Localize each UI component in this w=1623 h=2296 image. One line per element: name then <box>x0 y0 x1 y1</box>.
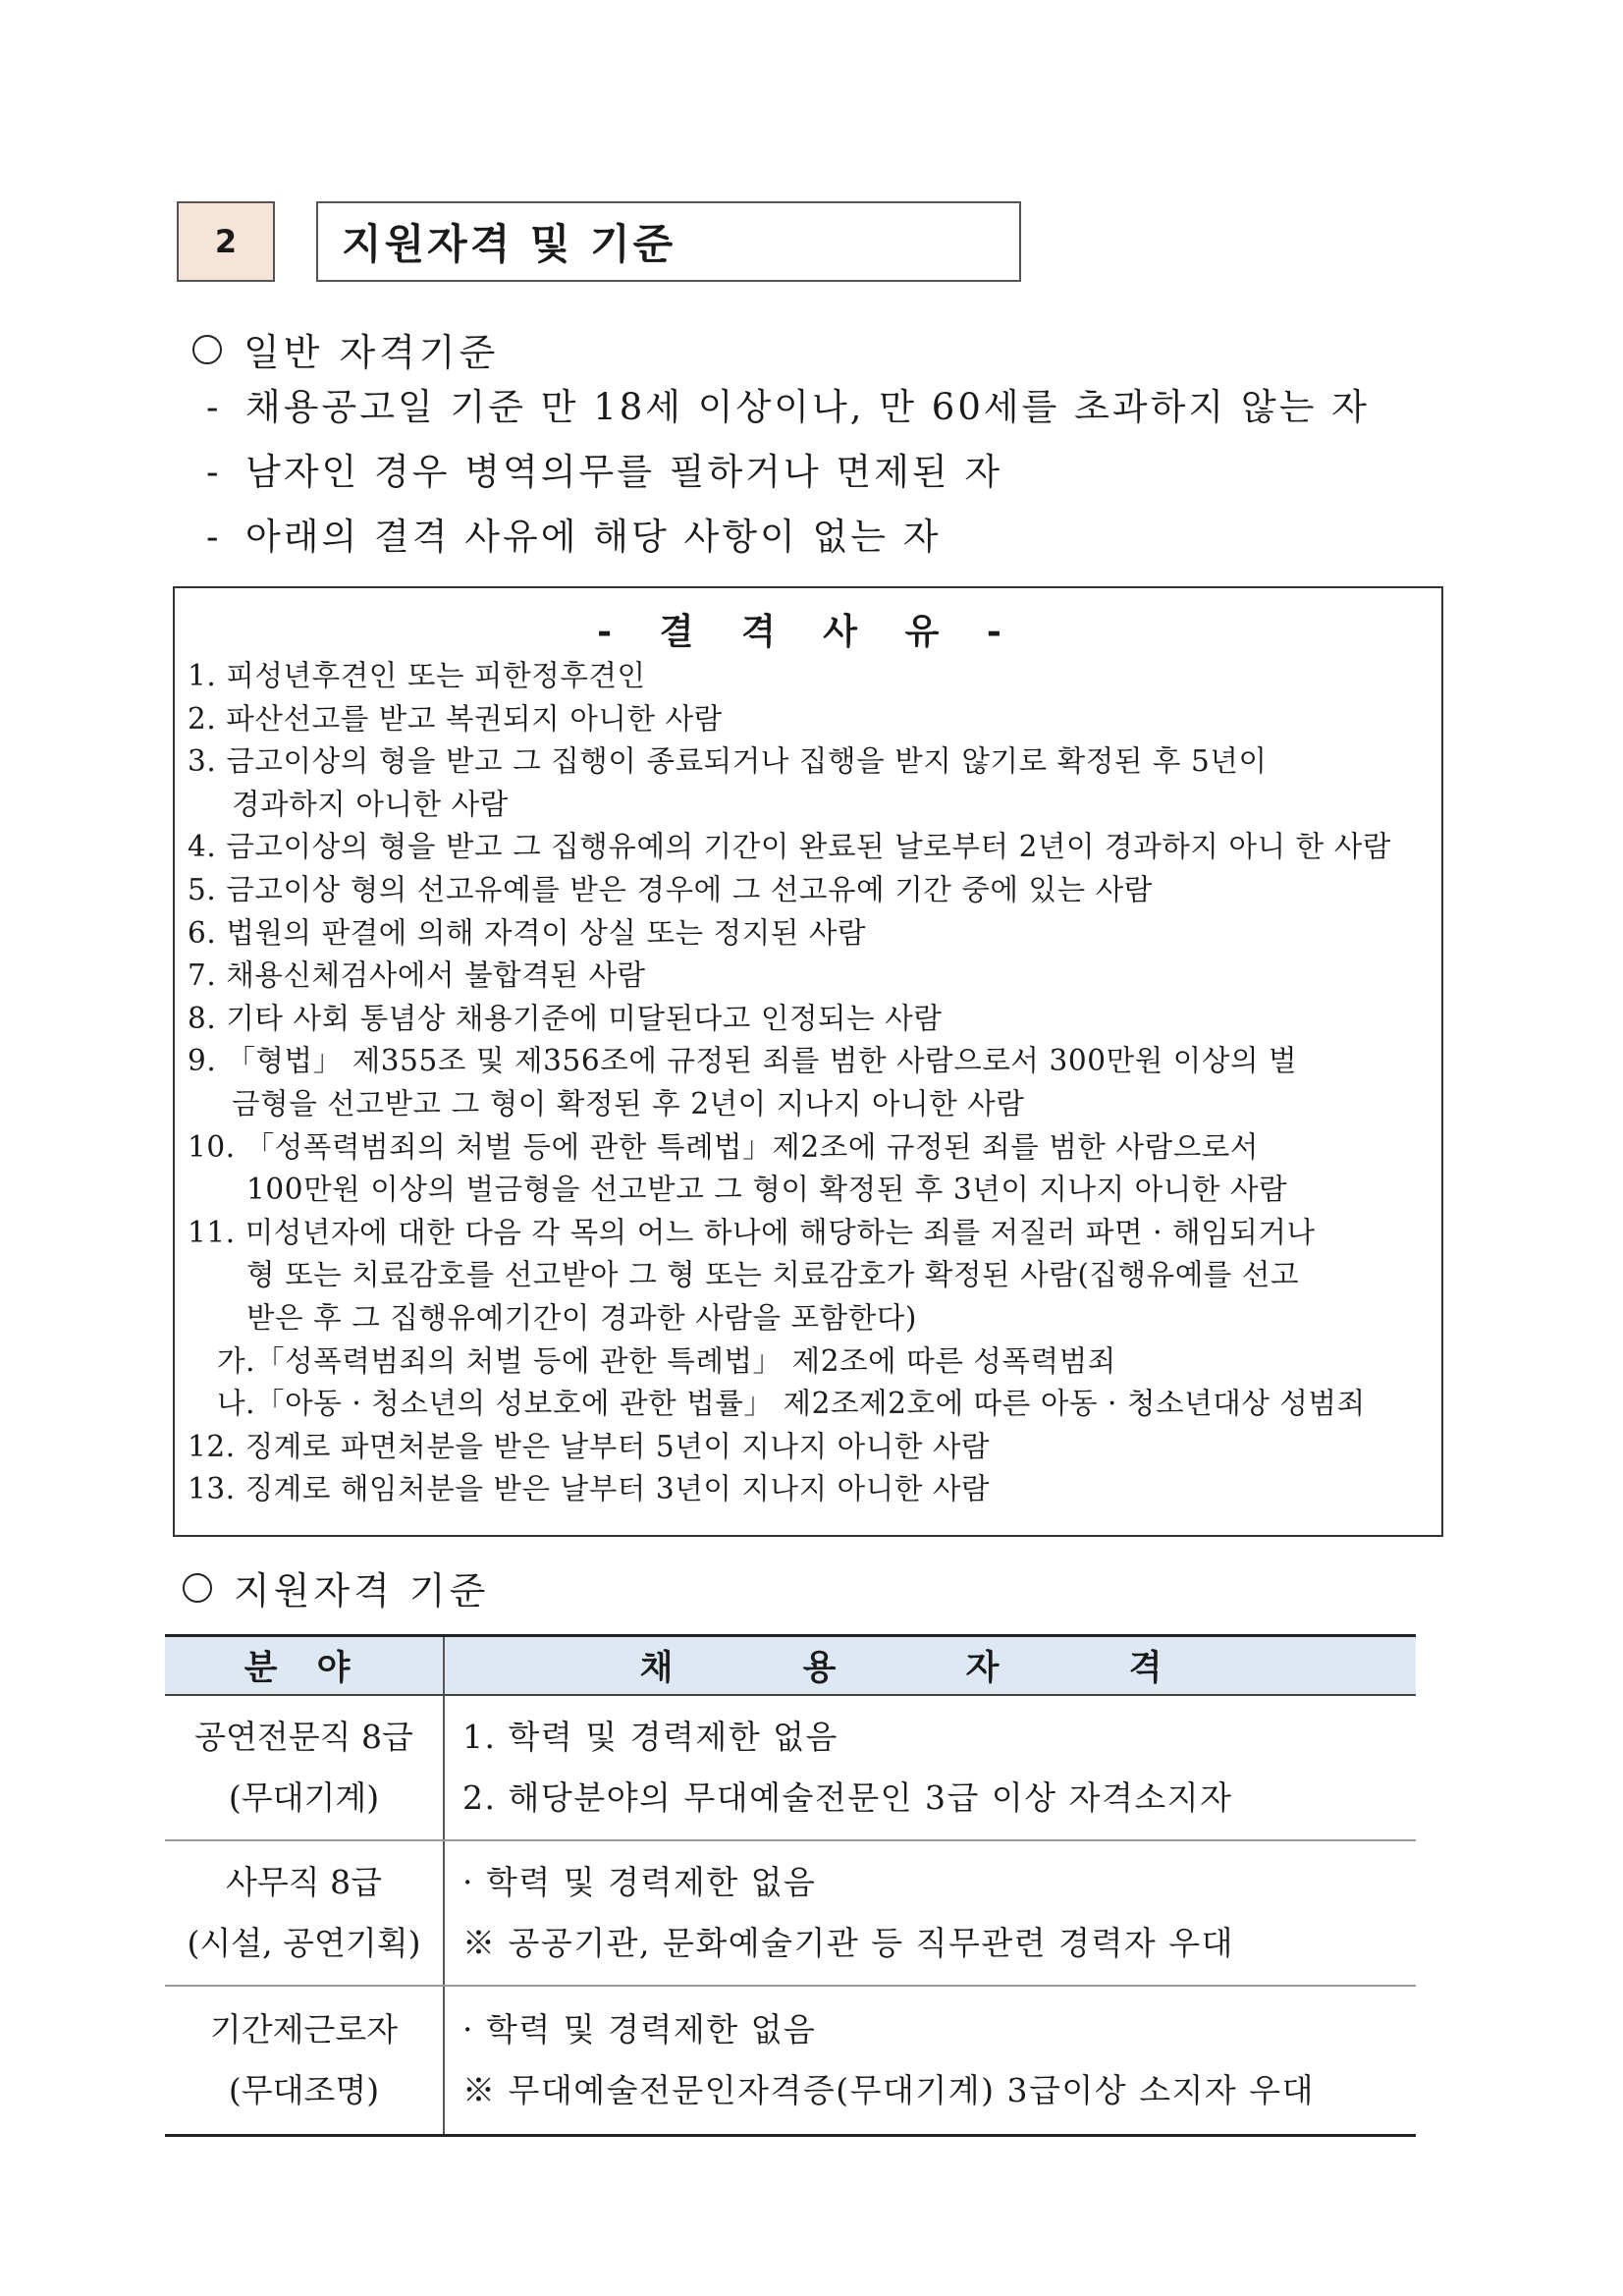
section-number: 2 <box>177 201 275 282</box>
table-row <box>165 1840 1416 1986</box>
disqualification-item: 10. 「성폭력범죄의 처벌 등에 관한 특례법」제2조에 규정된 죄를 범한 사람으로서 <box>188 1129 1259 1164</box>
disqualification-subitem: 나.「아동 · 청소년의 성보호에 관한 법률」 제2조제2호에 따른 아동 · 청소년대상 성범죄 <box>217 1387 1366 1421</box>
general-bullet: - 아래의 결격 사유에 해당 사항이 없는 자 <box>206 516 942 558</box>
disqualification-item-cont: 100만원 이상의 벌금형을 선고받고 그 형이 확정된 후 3년이 지나지 아니한 사람 <box>246 1173 1288 1207</box>
disqualification-item-cont: 경과하지 아니한 사람 <box>232 787 509 821</box>
disqualification-item: 5. 금고이상 형의 선고유예를 받은 경우에 그 선고유예 기간 중에 있는 사람 <box>188 872 1153 906</box>
qualifications-heading <box>183 1560 489 1614</box>
table-row <box>165 1986 1416 2136</box>
general-bullets <box>206 378 1370 573</box>
field-cell: 사무직 8급 (시설, 공연기획) <box>165 1840 444 1986</box>
table-row <box>165 1695 1416 1840</box>
disqualification-item-cont: 금형을 선고받고 그 형이 확정된 후 2년이 지나지 아니한 사람 <box>232 1086 1025 1121</box>
general-bullet: - 채용공고일 기준 만 18세 이상이나, 만 60세를 초과하지 않는 자 <box>206 386 1370 428</box>
requirement-cell: 1. 학력 및 경력제한 없음 2. 해당분야의 무대예술전문인 3급 이상 자격소지자 <box>444 1695 1416 1840</box>
disqualification-item: 1. 피성년후견인 또는 피한정후견인 <box>188 659 646 692</box>
disqualification-item: 8. 기타 사회 통념상 채용기준에 미달된다고 인정되는 사람 <box>188 1001 943 1035</box>
field-cell: 공연전문직 8급 (무대기계) <box>165 1695 444 1840</box>
circle-bullet-icon <box>183 1573 212 1603</box>
requirement-column-header: 채 용 자 격 <box>444 1636 1416 1696</box>
disqualification-item: 4. 금고이상의 형을 받고 그 집행유예의 기간이 완료된 날로부터 2년이 경과하지 아니 한 사람 <box>188 830 1391 864</box>
disqualification-item: 12. 징계로 파면처분을 받은 날부터 5년이 지나지 아니한 사람 <box>188 1429 991 1463</box>
disqualification-title: - 결 격 사 유 - <box>597 611 1019 652</box>
disqualification-subitem: 가.「성폭력범죄의 처벌 등에 관한 특례법」 제2조에 따른 성폭력범죄 <box>217 1343 1116 1378</box>
requirement-cell: · 학력 및 경력제한 없음 ※ 무대예술전문인자격증(무대기계) 3급이상 소지자 우대 <box>444 1986 1416 2136</box>
disqualification-item: 13. 징계로 해임처분을 받은 날부터 3년이 지나지 아니한 사람 <box>188 1472 991 1506</box>
disqualification-item: 11. 미성년자에 대한 다음 각 목의 어느 하나에 해당하는 죄를 저질러 파면 · 해임되거나 <box>188 1215 1316 1249</box>
table-header-row <box>165 1636 1416 1696</box>
general-bullet: - 남자인 경우 병역의무를 필하거나 면제된 자 <box>206 451 1003 493</box>
disqualification-item-cont: 받은 후 그 집행유예기간이 경과한 사람을 포함한다) <box>246 1300 918 1335</box>
disqualification-item: 7. 채용신체검사에서 불합격된 사람 <box>188 958 646 993</box>
disqualification-list <box>188 655 1432 1511</box>
disqualification-item: 3. 금고이상의 형을 받고 그 집행이 종료되거나 집행을 받지 않기로 확정된 후 5년이 <box>188 744 1268 779</box>
disqualification-item: 9. 「형법」 제355조 및 제356조에 규정된 죄를 범한 사람으로서 300만원 이상의 벌 <box>188 1044 1298 1078</box>
section-title: 지원자격 및 기준 <box>316 201 1021 282</box>
general-heading-text: 일반 자격기준 <box>243 331 500 374</box>
disqualification-item: 2. 파산선고를 받고 복권되지 아니한 사람 <box>188 701 723 736</box>
disqualification-item: 6. 법원의 판결에 의해 자격이 상실 또는 정지된 사람 <box>188 915 867 950</box>
qualifications-heading-text: 지원자격 기준 <box>234 1569 490 1613</box>
general-heading <box>192 322 499 376</box>
qualifications-table <box>165 1634 1416 2137</box>
disqualification-box <box>173 586 1443 1537</box>
circle-bullet-icon <box>192 335 222 364</box>
disqualification-item-cont: 형 또는 치료감호를 선고받아 그 형 또는 치료감호가 확정된 사람(집행유예를 선고 <box>246 1258 1300 1292</box>
field-column-header: 분 야 <box>165 1636 444 1696</box>
field-cell: 기간제근로자 (무대조명) <box>165 1986 444 2136</box>
requirement-cell: · 학력 및 경력제한 없음 ※ 공공기관, 문화예술기관 등 직무관련 경력자 우대 <box>444 1840 1416 1986</box>
